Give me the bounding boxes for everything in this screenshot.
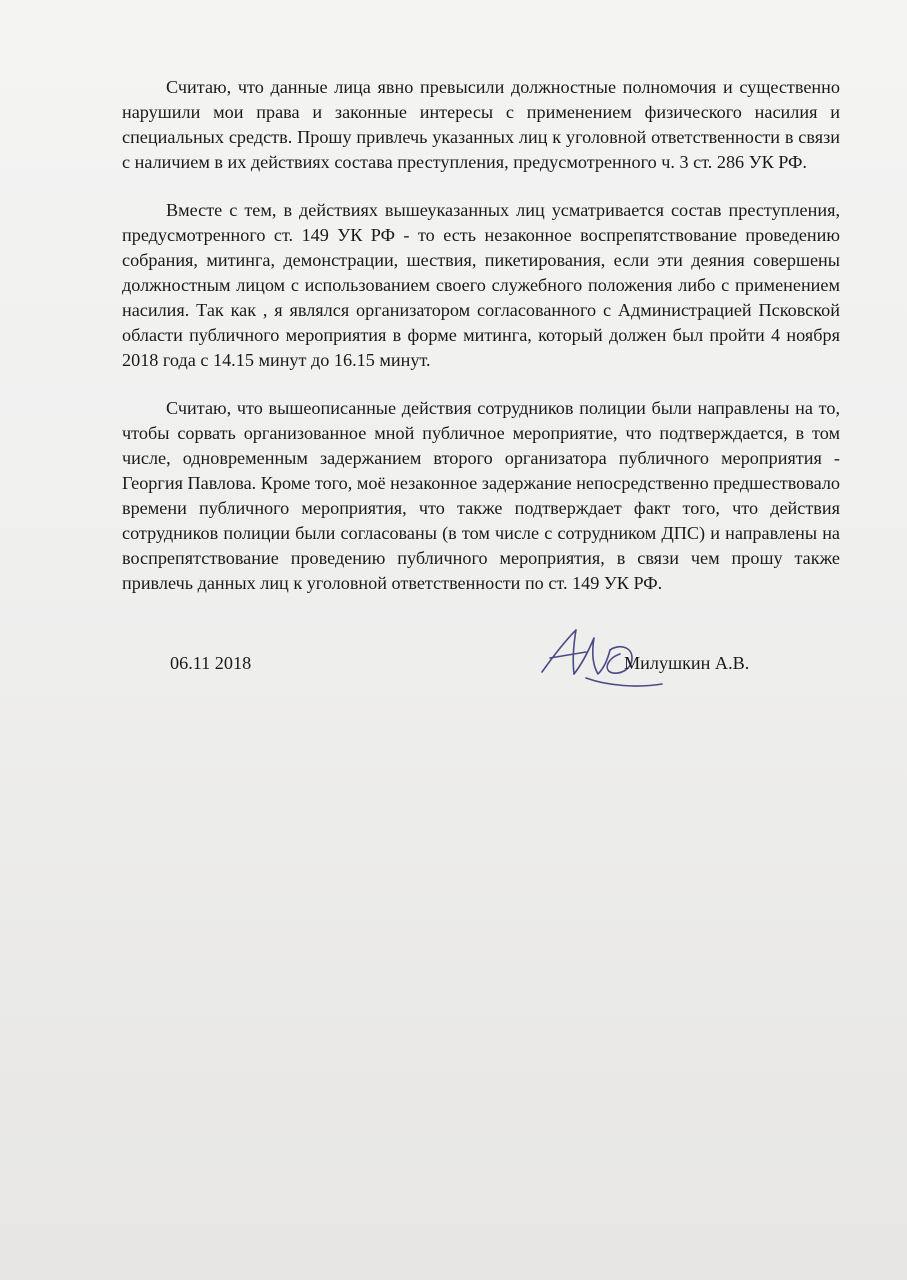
paragraph-2: Вместе с тем, в действиях вышеуказанных лиц усматривается состав преступления, предусмотренного ст. 149 УК РФ - то есть незаконное воспрепятствование проведению собрания, митинга, демонстрации, шествия, пикетирования, если эти деяния совершены должностным лицом с использованием своего служебного положения либо с применением насилия. Так как , я являлся организатором согласованного с Администрацией Псковской области публичного мероприятия в форме митинга, который должен был пройти 4 ноября 2018 года с 14.15 минут до 16.15 минут. — [122, 200, 840, 370]
document-date: 06.11 2018 — [170, 653, 252, 673]
document-body — [122, 75, 840, 596]
paragraph-1: Считаю, что данные лица явно превысили должностные полномочия и существенно нарушили мои права и законные интересы с применением физического насилия и специальных средств. Прошу привлечь указанных лиц к уголовной ответственности в связи с наличием в их действиях состава преступления, предусмотренного ч. 3 ст. 286 УК РФ. — [122, 77, 840, 172]
paragraph-3: Считаю, что вышеописанные действия сотрудников полиции были направлены на то, чтобы сорвать организованное мной публичное мероприятие, что подтверждается, в том числе, одновременным задержанием второго организатора публичного мероприятия - Георгия Павлова. Кроме того, моё незаконное задержание непосредственно предшествовало времени публичного мероприятия, что также подтверждает факт того, что действия сотрудников полиции были согласованы (в том числе с сотрудником ДПС) и направлены на воспрепятствование проведению публичного мероприятия, в связи чем прошу также привлечь данных лиц к уголовной ответственности по ст. 149 УК РФ. — [122, 398, 840, 593]
signer-name: Милушкин А.В. — [624, 653, 750, 673]
